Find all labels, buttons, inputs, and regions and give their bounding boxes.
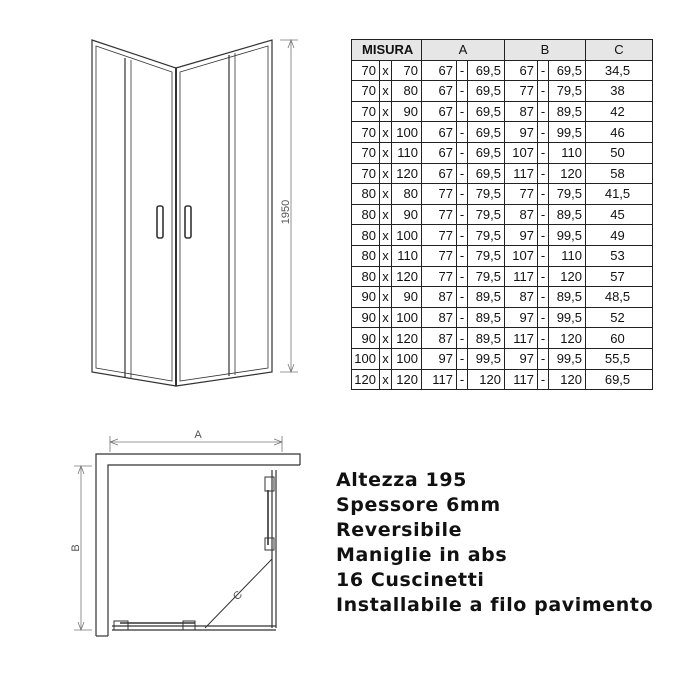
cell-b-max: 120 bbox=[549, 266, 586, 287]
cell-times: x bbox=[380, 204, 392, 225]
plan-view bbox=[96, 454, 300, 636]
cell-a-max: 79,5 bbox=[468, 266, 505, 287]
cell-dash: - bbox=[457, 348, 468, 369]
spec-floor-install: Installabile a filo pavimento bbox=[336, 594, 654, 616]
table-row bbox=[352, 60, 653, 81]
table-body bbox=[352, 60, 653, 390]
cell-a-min: 77 bbox=[422, 204, 457, 225]
cell-times: x bbox=[380, 307, 392, 328]
cell-depth: 100 bbox=[392, 225, 422, 246]
cell-a-min: 67 bbox=[422, 163, 457, 184]
cell-a-max: 69,5 bbox=[468, 142, 505, 163]
cell-c: 49 bbox=[586, 225, 653, 246]
cell-width: 80 bbox=[352, 245, 380, 266]
cell-dash: - bbox=[457, 163, 468, 184]
front-view bbox=[92, 40, 272, 386]
cell-width: 80 bbox=[352, 266, 380, 287]
spec-list bbox=[336, 468, 653, 618]
cell-a-max: 69,5 bbox=[468, 122, 505, 143]
cell-times: x bbox=[380, 266, 392, 287]
cell-times: x bbox=[380, 328, 392, 349]
table-row bbox=[352, 369, 653, 390]
cell-a-max: 79,5 bbox=[468, 245, 505, 266]
spec-height: Altezza 195 bbox=[336, 469, 467, 491]
cell-depth: 90 bbox=[392, 101, 422, 122]
cell-a-min: 97 bbox=[422, 348, 457, 369]
cell-b-min: 67 bbox=[505, 60, 538, 81]
cell-c: 38 bbox=[586, 81, 653, 102]
table-row bbox=[352, 328, 653, 349]
cell-depth: 90 bbox=[392, 287, 422, 308]
cell-depth: 80 bbox=[392, 81, 422, 102]
header-c: C bbox=[586, 40, 653, 61]
height-dimension-label: 1950 bbox=[280, 199, 292, 225]
table-row bbox=[352, 184, 653, 205]
cell-a-max: 99,5 bbox=[468, 348, 505, 369]
cell-a-min: 87 bbox=[422, 287, 457, 308]
spec-bearings: 16 Cuscinetti bbox=[336, 569, 485, 591]
cell-a-max: 89,5 bbox=[468, 287, 505, 308]
cell-dash: - bbox=[538, 163, 549, 184]
cell-c: 48,5 bbox=[586, 287, 653, 308]
cell-b-max: 99,5 bbox=[549, 307, 586, 328]
table-row bbox=[352, 204, 653, 225]
cell-dash: - bbox=[538, 142, 549, 163]
cell-a-max: 69,5 bbox=[468, 60, 505, 81]
cell-a-min: 87 bbox=[422, 307, 457, 328]
cell-times: x bbox=[380, 348, 392, 369]
cell-a-max: 79,5 bbox=[468, 184, 505, 205]
spec-handles: Maniglie in abs bbox=[336, 544, 508, 566]
cell-dash: - bbox=[457, 287, 468, 308]
table-row bbox=[352, 287, 653, 308]
cell-dash: - bbox=[538, 81, 549, 102]
cell-c: 53 bbox=[586, 245, 653, 266]
cell-b-max: 120 bbox=[549, 328, 586, 349]
cell-a-min: 67 bbox=[422, 142, 457, 163]
cell-b-max: 99,5 bbox=[549, 225, 586, 246]
width-dimension-label: A bbox=[194, 429, 202, 441]
cell-dash: - bbox=[538, 245, 549, 266]
cell-b-max: 79,5 bbox=[549, 81, 586, 102]
cell-b-max: 99,5 bbox=[549, 348, 586, 369]
cell-depth: 110 bbox=[392, 245, 422, 266]
cell-dash: - bbox=[538, 60, 549, 81]
header-a: A bbox=[422, 40, 505, 61]
cell-b-min: 77 bbox=[505, 81, 538, 102]
cell-a-min: 77 bbox=[422, 184, 457, 205]
cell-a-min: 77 bbox=[422, 266, 457, 287]
cell-width: 90 bbox=[352, 307, 380, 328]
cell-dash: - bbox=[457, 266, 468, 287]
cell-b-max: 120 bbox=[549, 369, 586, 390]
cell-a-min: 87 bbox=[422, 328, 457, 349]
cell-dash: - bbox=[538, 204, 549, 225]
cell-b-min: 117 bbox=[505, 163, 538, 184]
cell-dash: - bbox=[538, 266, 549, 287]
cell-times: x bbox=[380, 81, 392, 102]
table-row bbox=[352, 266, 653, 287]
cell-depth: 120 bbox=[392, 266, 422, 287]
cell-c: 52 bbox=[586, 307, 653, 328]
cell-c: 42 bbox=[586, 101, 653, 122]
cell-dash: - bbox=[457, 307, 468, 328]
cell-depth: 100 bbox=[392, 348, 422, 369]
cell-dash: - bbox=[538, 101, 549, 122]
cell-width: 70 bbox=[352, 101, 380, 122]
cell-times: x bbox=[380, 184, 392, 205]
cell-a-max: 69,5 bbox=[468, 101, 505, 122]
cell-c: 57 bbox=[586, 266, 653, 287]
cell-width: 70 bbox=[352, 163, 380, 184]
cell-b-min: 117 bbox=[505, 369, 538, 390]
cell-c: 41,5 bbox=[586, 184, 653, 205]
right-panel-inner bbox=[180, 46, 268, 381]
cell-dash: - bbox=[457, 369, 468, 390]
cell-width: 70 bbox=[352, 142, 380, 163]
cell-a-min: 77 bbox=[422, 225, 457, 246]
cell-c: 60 bbox=[586, 328, 653, 349]
table-header-row bbox=[352, 40, 653, 61]
cell-c: 58 bbox=[586, 163, 653, 184]
cell-c: 34,5 bbox=[586, 60, 653, 81]
cell-width: 70 bbox=[352, 81, 380, 102]
wall-outline bbox=[96, 454, 300, 636]
cell-depth: 100 bbox=[392, 307, 422, 328]
cell-times: x bbox=[380, 163, 392, 184]
cell-width: 70 bbox=[352, 122, 380, 143]
cell-b-min: 97 bbox=[505, 225, 538, 246]
cell-a-min: 67 bbox=[422, 101, 457, 122]
cell-times: x bbox=[380, 122, 392, 143]
cell-dash: - bbox=[538, 184, 549, 205]
cell-times: x bbox=[380, 60, 392, 81]
cell-a-max: 69,5 bbox=[468, 163, 505, 184]
cell-width: 80 bbox=[352, 225, 380, 246]
header-misura: MISURA bbox=[352, 40, 422, 61]
cell-a-min: 77 bbox=[422, 245, 457, 266]
cell-depth: 120 bbox=[392, 369, 422, 390]
size-table bbox=[351, 39, 653, 390]
cell-a-max: 120 bbox=[468, 369, 505, 390]
cell-dash: - bbox=[538, 369, 549, 390]
cell-width: 90 bbox=[352, 328, 380, 349]
cell-dash: - bbox=[457, 81, 468, 102]
left-handle-icon bbox=[157, 206, 163, 238]
cell-b-max: 89,5 bbox=[549, 204, 586, 225]
cell-dash: - bbox=[538, 287, 549, 308]
cell-b-min: 97 bbox=[505, 122, 538, 143]
cell-b-min: 77 bbox=[505, 184, 538, 205]
cell-width: 100 bbox=[352, 348, 380, 369]
cell-depth: 110 bbox=[392, 142, 422, 163]
cell-dash: - bbox=[457, 122, 468, 143]
cell-b-max: 110 bbox=[549, 142, 586, 163]
cell-width: 80 bbox=[352, 184, 380, 205]
cell-width: 80 bbox=[352, 204, 380, 225]
cell-dash: - bbox=[457, 142, 468, 163]
cell-dash: - bbox=[538, 307, 549, 328]
cell-b-min: 97 bbox=[505, 307, 538, 328]
cell-b-max: 79,5 bbox=[549, 184, 586, 205]
cell-b-max: 99,5 bbox=[549, 122, 586, 143]
cell-dash: - bbox=[457, 101, 468, 122]
cell-width: 120 bbox=[352, 369, 380, 390]
cell-a-min: 67 bbox=[422, 60, 457, 81]
cell-dash: - bbox=[457, 204, 468, 225]
table-row bbox=[352, 163, 653, 184]
table-row bbox=[352, 122, 653, 143]
cell-b-min: 87 bbox=[505, 204, 538, 225]
cell-times: x bbox=[380, 245, 392, 266]
cell-dash: - bbox=[538, 225, 549, 246]
cell-c: 55,5 bbox=[586, 348, 653, 369]
cell-depth: 100 bbox=[392, 122, 422, 143]
table-row bbox=[352, 245, 653, 266]
cell-dash: - bbox=[538, 348, 549, 369]
cell-b-max: 89,5 bbox=[549, 287, 586, 308]
cell-b-max: 89,5 bbox=[549, 101, 586, 122]
cell-depth: 120 bbox=[392, 328, 422, 349]
cell-depth: 90 bbox=[392, 204, 422, 225]
cell-a-max: 79,5 bbox=[468, 225, 505, 246]
cell-depth: 80 bbox=[392, 184, 422, 205]
diagonal-dimension-label: C bbox=[230, 588, 245, 603]
cell-b-min: 87 bbox=[505, 287, 538, 308]
cell-a-max: 69,5 bbox=[468, 81, 505, 102]
cell-dash: - bbox=[457, 245, 468, 266]
spec-thickness: Spessore 6mm bbox=[336, 494, 501, 516]
cell-c: 50 bbox=[586, 142, 653, 163]
cell-a-max: 89,5 bbox=[468, 328, 505, 349]
table-row bbox=[352, 81, 653, 102]
cell-b-min: 107 bbox=[505, 142, 538, 163]
cell-dash: - bbox=[457, 184, 468, 205]
cell-b-max: 110 bbox=[549, 245, 586, 266]
table-row bbox=[352, 101, 653, 122]
cell-times: x bbox=[380, 369, 392, 390]
table-row bbox=[352, 142, 653, 163]
cell-c: 45 bbox=[586, 204, 653, 225]
cell-width: 90 bbox=[352, 287, 380, 308]
spec-reversible: Reversibile bbox=[336, 519, 463, 541]
cell-times: x bbox=[380, 287, 392, 308]
cell-dash: - bbox=[538, 122, 549, 143]
depth-dimension-label: B bbox=[70, 544, 82, 552]
cell-b-min: 87 bbox=[505, 101, 538, 122]
cell-b-min: 117 bbox=[505, 266, 538, 287]
cell-b-min: 107 bbox=[505, 245, 538, 266]
left-panel-inner bbox=[96, 46, 172, 381]
cell-times: x bbox=[380, 225, 392, 246]
cell-a-min: 117 bbox=[422, 369, 457, 390]
right-handle-icon bbox=[185, 206, 191, 238]
cell-c: 69,5 bbox=[586, 369, 653, 390]
header-b: B bbox=[505, 40, 586, 61]
cell-depth: 70 bbox=[392, 60, 422, 81]
table-row bbox=[352, 348, 653, 369]
cell-b-min: 97 bbox=[505, 348, 538, 369]
cell-times: x bbox=[380, 142, 392, 163]
cell-dash: - bbox=[538, 328, 549, 349]
cell-a-min: 67 bbox=[422, 81, 457, 102]
cell-dash: - bbox=[457, 328, 468, 349]
cell-b-max: 69,5 bbox=[549, 60, 586, 81]
cell-dash: - bbox=[457, 60, 468, 81]
cell-dash: - bbox=[457, 225, 468, 246]
table-row bbox=[352, 225, 653, 246]
cell-depth: 120 bbox=[392, 163, 422, 184]
cell-b-min: 117 bbox=[505, 328, 538, 349]
table-row bbox=[352, 307, 653, 328]
cell-a-min: 67 bbox=[422, 122, 457, 143]
cell-a-max: 89,5 bbox=[468, 307, 505, 328]
cell-b-max: 120 bbox=[549, 163, 586, 184]
cell-times: x bbox=[380, 101, 392, 122]
cell-a-max: 79,5 bbox=[468, 204, 505, 225]
cell-width: 70 bbox=[352, 60, 380, 81]
cell-c: 46 bbox=[586, 122, 653, 143]
